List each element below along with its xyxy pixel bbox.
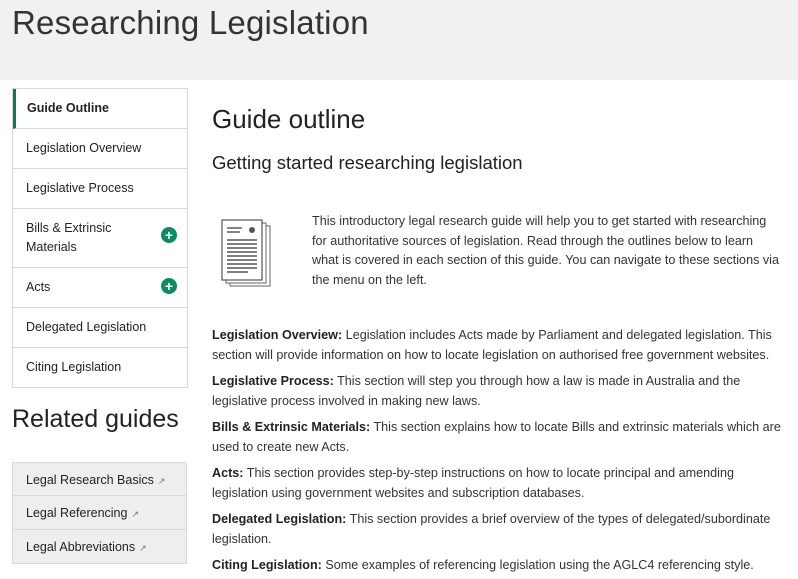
related-guides-title: Related guides (12, 405, 179, 433)
sidebar-item-label: Acts (26, 280, 51, 294)
outline-term: Legislative Process: (212, 374, 334, 388)
sidebar-item-legislative-process[interactable] (13, 169, 187, 209)
related-guide-label: Legal Abbreviations (26, 540, 136, 554)
outline-item (212, 464, 792, 503)
outline-item (212, 556, 792, 576)
outline-description: This section explains how to locate Bills and extrinsic materials which are used to create new Acts. (212, 420, 781, 454)
outline-item (212, 418, 792, 457)
sidebar-item-guide-outline[interactable] (13, 89, 187, 129)
outline-item (212, 510, 792, 549)
sidebar-item-bills-extrinsic-materials[interactable] (13, 209, 187, 268)
sidebar-item-label: Bills & Extrinsic Materials (26, 221, 112, 254)
guide-sidebar-nav (12, 88, 188, 388)
external-link-icon: ↗ (157, 476, 166, 486)
outline-description: This section will step you through how a law is made in Australia and the legislative process involved in making new laws. (212, 374, 741, 408)
related-guide-link[interactable] (12, 496, 187, 530)
section-outline-list (212, 326, 792, 579)
sidebar-item-label: Legislative Process (26, 181, 134, 195)
sidebar-item-acts[interactable] (13, 268, 187, 308)
sidebar-item-delegated-legislation[interactable] (13, 308, 187, 348)
external-link-icon: ↗ (139, 543, 147, 553)
sidebar-item-label: Delegated Legislation (26, 320, 147, 334)
expand-plus-icon[interactable]: + (161, 227, 177, 243)
sidebar-item-label: Legislation Overview (26, 141, 142, 155)
intro-paragraph: This introductory legal research guide will help you to get started with researching for authoritative sources of legislation. Read through the outlines below to learn what is covered in each section of this guide. You can navigate to these sections via the menu on the left. (312, 214, 779, 287)
related-guides-list (12, 462, 187, 564)
related-guide-link[interactable] (12, 530, 187, 564)
outline-description: Legislation includes Acts made by Parliament and delegated legislation. This section will provide information on how to locate legislation on authorised free government websites. (212, 328, 772, 362)
page-banner (0, 0, 798, 80)
sidebar-item-label: Citing Legislation (26, 360, 122, 374)
sidebar-item-citing-legislation[interactable] (13, 348, 187, 387)
document-stack-icon (218, 218, 274, 290)
section-heading: Guide outline (212, 104, 366, 134)
outline-item (212, 372, 792, 411)
page-title: Researching Legislation (12, 4, 369, 41)
sidebar-item-label: Guide Outline (27, 101, 109, 115)
outline-item (212, 326, 792, 365)
outline-term: Bills & Extrinsic Materials: (212, 420, 371, 434)
expand-plus-icon[interactable]: + (161, 278, 177, 294)
external-link-icon: ↗ (131, 509, 140, 519)
sidebar-item-legislation-overview[interactable] (13, 129, 187, 169)
outline-term: Delegated Legislation: (212, 512, 347, 526)
outline-term: Legislation Overview: (212, 328, 343, 342)
related-guide-label: Legal Referencing (26, 506, 128, 520)
related-guide-label: Legal Research Basics (26, 473, 154, 487)
outline-description: This section provides step-by-step instructions on how to locate principal and amending legislation using government websites and subscription databases. (212, 466, 734, 500)
outline-term: Citing Legislation: (212, 558, 322, 572)
outline-description: This section provides a brief overview of the types of delegated/subordinate legislation. (212, 512, 771, 546)
section-subheading: Getting started researching legislation (212, 152, 523, 173)
outline-term: Acts: (212, 466, 244, 480)
related-guide-link[interactable] (12, 462, 187, 496)
outline-description: Some examples of referencing legislation using the AGLC4 referencing style. (321, 558, 754, 572)
